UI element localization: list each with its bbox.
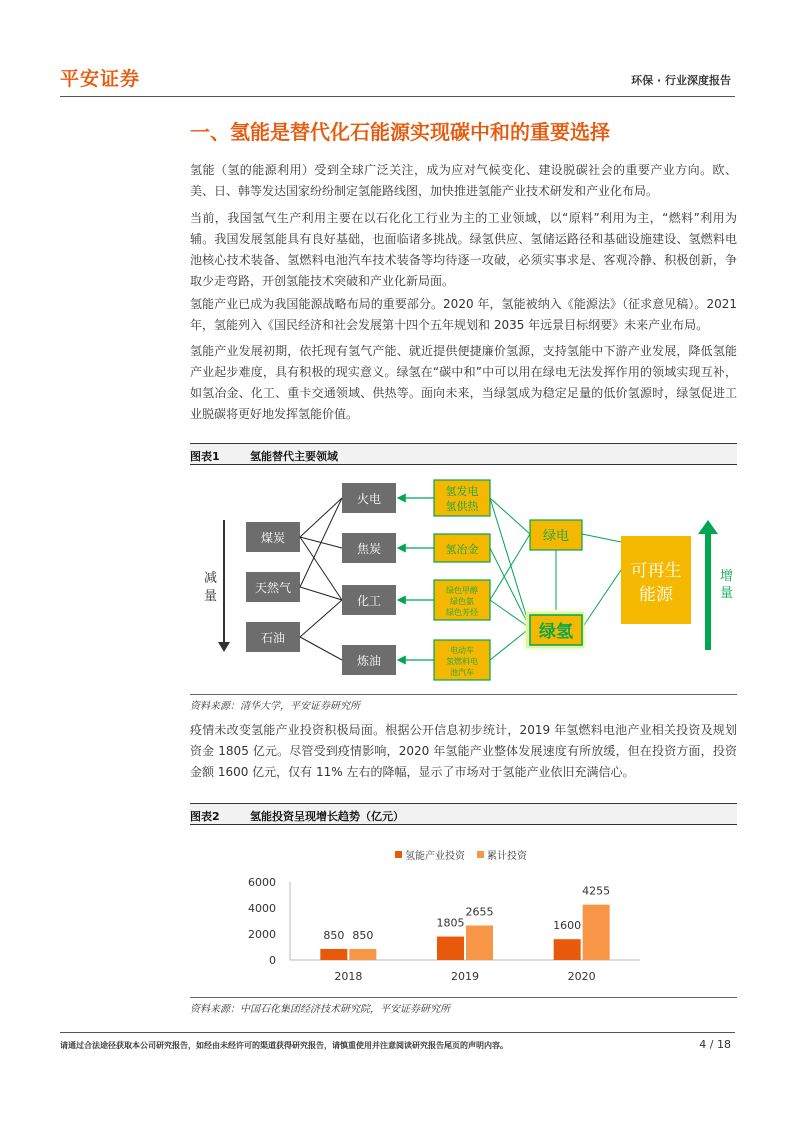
paragraph-1: 氢能（氢的能源利用）受到全球广泛关注，成为应对气候变化、建设脱碳社会的重要产业方向。欧、美、日、韩等发达国家纷纷制定氢能路线图，加快推进氢能产业技术研发和产业化布局。 xyxy=(190,163,737,198)
h2-use-aromatics: 绿色芳烃 xyxy=(446,608,478,617)
y-tick-label: 0 xyxy=(269,954,276,967)
green-power-label: 绿电 xyxy=(542,529,570,544)
footer-disclaimer: 请通过合法途径获取本公司研究报告，如经由未经许可的渠道获得研究报告，请慎重使用并注意阅读研究报告尾页的声明内容。 xyxy=(60,1041,508,1050)
figure2-source-divider xyxy=(190,997,737,998)
y-tick-label: 6000 xyxy=(248,876,276,889)
y-tick-label: 2000 xyxy=(248,928,276,941)
h2-use-power: 氢发电 xyxy=(445,485,479,498)
increase-label-2: 量 xyxy=(720,586,734,601)
h2-use-fcv-2: 池汽车 xyxy=(450,668,474,677)
figure1-label: 图表1 xyxy=(190,450,220,463)
bar-cumulative-2020 xyxy=(583,905,610,960)
h2-use-ev: 电动车 xyxy=(450,646,474,655)
figure2-source: 资料来源：中国石化集团经济技术研究院，平安证券研究所 xyxy=(190,1004,450,1015)
page-number: 4 / 18 xyxy=(699,1038,731,1051)
sector-coke: 焦炭 xyxy=(356,542,382,556)
h2-use-heat: 氢供热 xyxy=(445,500,479,513)
legend-annual: 氢能产业投资 xyxy=(405,851,465,862)
figure1-diagram xyxy=(190,470,737,692)
figure1-source-divider xyxy=(190,694,737,695)
x-category-label: 2018 xyxy=(334,970,363,983)
fossil-oil: 石油 xyxy=(260,631,286,645)
h2-use-fcv-1: 氢燃料电 xyxy=(446,657,478,666)
bar-annual-2019 xyxy=(437,937,464,960)
bar-cumulative-2019 xyxy=(466,925,493,960)
fossil-sector-links xyxy=(300,498,342,660)
substitution-arrows xyxy=(398,498,434,660)
renewable-label-1: 可再生 xyxy=(630,561,682,581)
h2-use-ammonia: 绿色氨 xyxy=(450,597,474,606)
bar-annual-2018 xyxy=(320,949,347,960)
bar-value-label: 1805 xyxy=(436,916,465,930)
bar-value-label: 850 xyxy=(323,928,345,942)
legend-cumulative: 累计投资 xyxy=(487,851,527,862)
figure1-source: 资料来源：清华大学，平安证券研究所 xyxy=(190,701,360,712)
x-category-label: 2019 xyxy=(451,970,479,983)
bar-value-label: 2655 xyxy=(465,905,494,919)
reduce-label-1: 减 xyxy=(204,571,218,586)
bar-annual-2020 xyxy=(554,939,581,960)
investment-bar-chart xyxy=(190,838,737,998)
increase-label-1: 增 xyxy=(720,569,734,584)
bar-cumulative-2018 xyxy=(349,949,376,960)
figure2-label: 图表2 xyxy=(190,810,220,823)
paragraph-4: 氢能产业发展初期，依托现有氢气产能、就近提供便捷廉价氢源，支持氢能中下游产业发展，降低氢能产业起步难度，具有积极的现实意义。绿氢在“碳中和”中可以用在绿电无法发挥作用的领域实现互补，如氢冶金、化工、重卡交通领域、供热等。面向未来，当绿氢成为稳定足量的低价氢源时，绿氢促进工业脱碳将更好地发挥氢能价值。 xyxy=(190,344,737,421)
sector-power: 火电 xyxy=(356,492,382,506)
green-hydrogen-label: 绿氢 xyxy=(539,622,573,642)
bar-value-label: 850 xyxy=(352,928,374,942)
figure2-title: 氢能投资呈现增长趋势（亿元） xyxy=(250,810,404,823)
fossil-gas: 天然气 xyxy=(254,581,292,595)
sector-refining: 炼油 xyxy=(356,654,382,668)
bar-value-label: 4255 xyxy=(582,884,611,898)
renewable-label-2: 能源 xyxy=(639,585,673,605)
report-category: 环保 · 行业深度报告 xyxy=(631,74,731,87)
legend-swatch-cumulative xyxy=(477,851,484,858)
figure2-header xyxy=(190,803,737,825)
bar-value-label: 1600 xyxy=(553,919,582,933)
figure1-title: 氢能替代主要领域 xyxy=(250,450,338,463)
y-tick-label: 4000 xyxy=(248,902,276,915)
h2-use-metallurgy: 氢冶金 xyxy=(445,543,479,556)
footer-divider xyxy=(60,1032,735,1033)
paragraph-2: 当前，我国氢气生产利用主要在以石化化工行业为主的工业领域，以“原料”利用为主，“燃料”利用为辅。我国发展氢能具有良好基础，也面临诸多挑战。绿氢供应、氢储运路径和基础设施建设、氢燃料电池核心技术装备、氢燃料电池汽车技术装备等均待逐一攻破，必须实事求是、客观冷静、积极创新，争取少走弯路，开创氢能技术突破和产业化新局面。 xyxy=(190,211,737,288)
figure1-header xyxy=(190,443,737,465)
x-category-label: 2020 xyxy=(567,970,596,983)
sector-chemical: 化工 xyxy=(356,594,382,608)
section-title: 一、氢能是替代化石能源实现碳中和的重要选择 xyxy=(190,120,610,144)
reduce-label-2: 量 xyxy=(204,589,218,604)
company-logo: 平安证券 xyxy=(60,68,141,90)
paragraph-3: 氢能产业已成为我国能源战略布局的重要部分。2020 年，氢能被纳入《能源法》（征求意见稿）。2021 年，氢能列入《国民经济和社会发展第十四个五年规划和 2035 年远景目标纲要》未来产业布局。 xyxy=(190,297,737,332)
fossil-coal: 煤炭 xyxy=(260,531,286,545)
legend-swatch-annual xyxy=(395,851,402,858)
paragraph-5: 疫情未改变氢能产业投资积极局面。根据公开信息初步统计，2019 年氢燃料电池产业相关投资及规划资金 1805 亿元。尽管受到疫情影响，2020 年氢能产业整体发展速度有所放缓，但在投资方面，投资金额 1600 亿元，仅有 11% 左右的降幅，显示了市场对于氢能产业依旧充满信心。 xyxy=(190,723,737,779)
header-divider xyxy=(60,96,735,97)
increase-arrow xyxy=(705,532,711,650)
h2-use-methanol: 绿色甲醇 xyxy=(446,586,478,595)
